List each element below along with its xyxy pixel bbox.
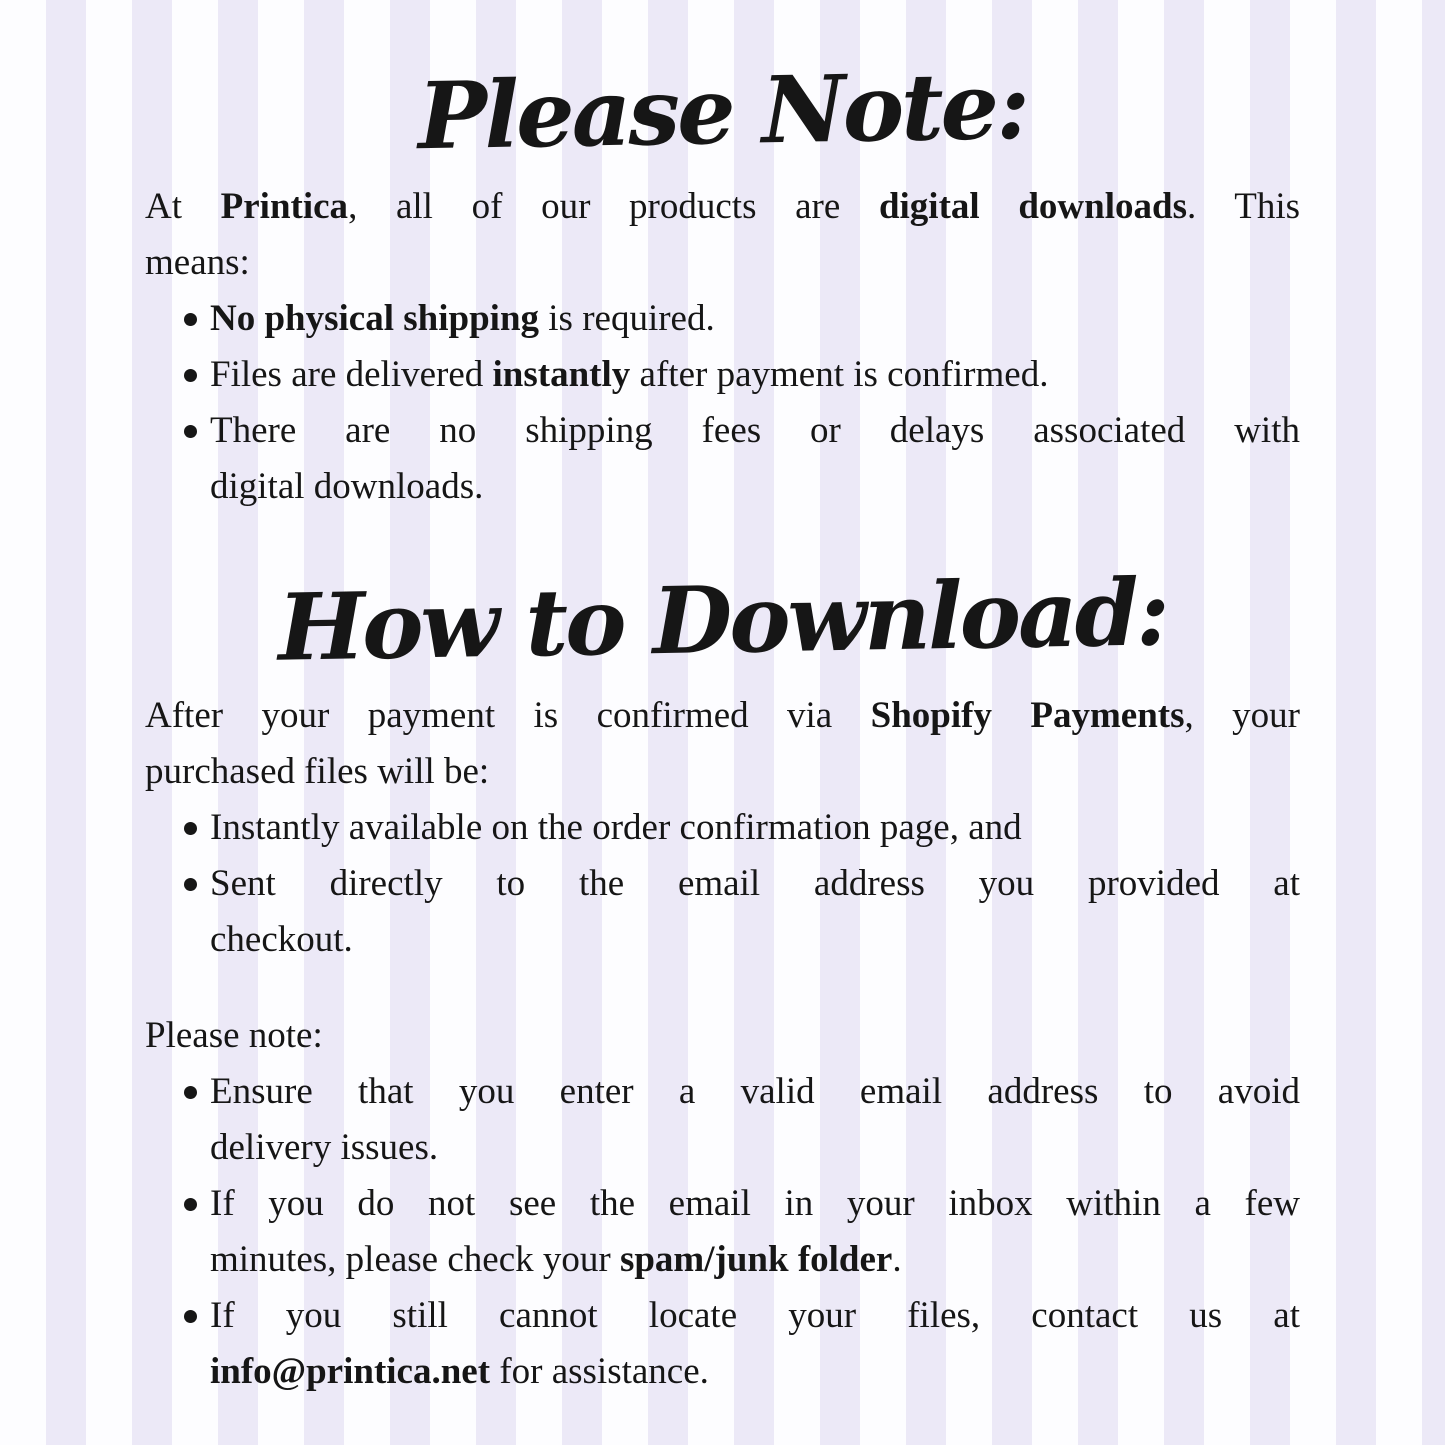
note-bullet-list (145, 1064, 1300, 1400)
bullet-icon (184, 1086, 197, 1099)
bullet-icon (184, 822, 197, 835)
text-line: digital downloads. (210, 466, 484, 507)
bullet-icon (184, 1198, 197, 1211)
text-line: If you still cannot locate your files, contact us at (210, 1295, 1300, 1336)
bullet-icon (184, 878, 197, 891)
text-line: Instantly available on the order confirmation page, and (210, 807, 1022, 848)
section-gap (145, 968, 1300, 1008)
text-line: If you do not see the email in your inbox within a few (210, 1183, 1300, 1224)
list-item (145, 403, 1300, 515)
download-paragraph (145, 688, 1300, 800)
intro-paragraph (145, 179, 1300, 291)
shipping-bullet-list (145, 291, 1300, 515)
text-line: There are no shipping fees or delays associated with (210, 410, 1300, 451)
download-bullet-list (145, 800, 1300, 968)
text-line: No physical shipping is required. (210, 298, 715, 339)
bullet-icon (184, 369, 197, 382)
text-line: info@printica.net for assistance. (210, 1351, 709, 1392)
bullet-icon (184, 425, 197, 438)
text-line: delivery issues. (210, 1127, 439, 1168)
text-line: means: (145, 242, 250, 283)
please-note-label: Please note: (145, 1015, 323, 1056)
text-line: After your payment is confirmed via Shopify Payments, your (145, 695, 1301, 736)
list-item (145, 1064, 1300, 1176)
list-item (145, 800, 1300, 856)
text-line: checkout. (210, 919, 353, 960)
text-line: minutes, please check your spam/junk folder. (210, 1239, 902, 1280)
list-item (145, 1176, 1300, 1288)
bullet-icon (184, 313, 197, 326)
please-note-heading: Please Note: (417, 51, 1028, 171)
bullet-icon (184, 1310, 197, 1323)
list-item (145, 347, 1300, 403)
list-item (145, 856, 1300, 968)
list-item (145, 1288, 1300, 1400)
text-line: Ensure that you enter a valid email address to avoid (210, 1071, 1300, 1112)
text-line: At Printica, all of our products are digital downloads. This (145, 186, 1300, 227)
text-line: purchased files will be: (145, 751, 490, 792)
text-line: Sent directly to the email address you provided at (210, 863, 1300, 904)
list-item (145, 291, 1300, 347)
how-to-download-heading: How to Download: (277, 558, 1168, 682)
text-line: Files are delivered instantly after payment is confirmed. (210, 354, 1049, 395)
